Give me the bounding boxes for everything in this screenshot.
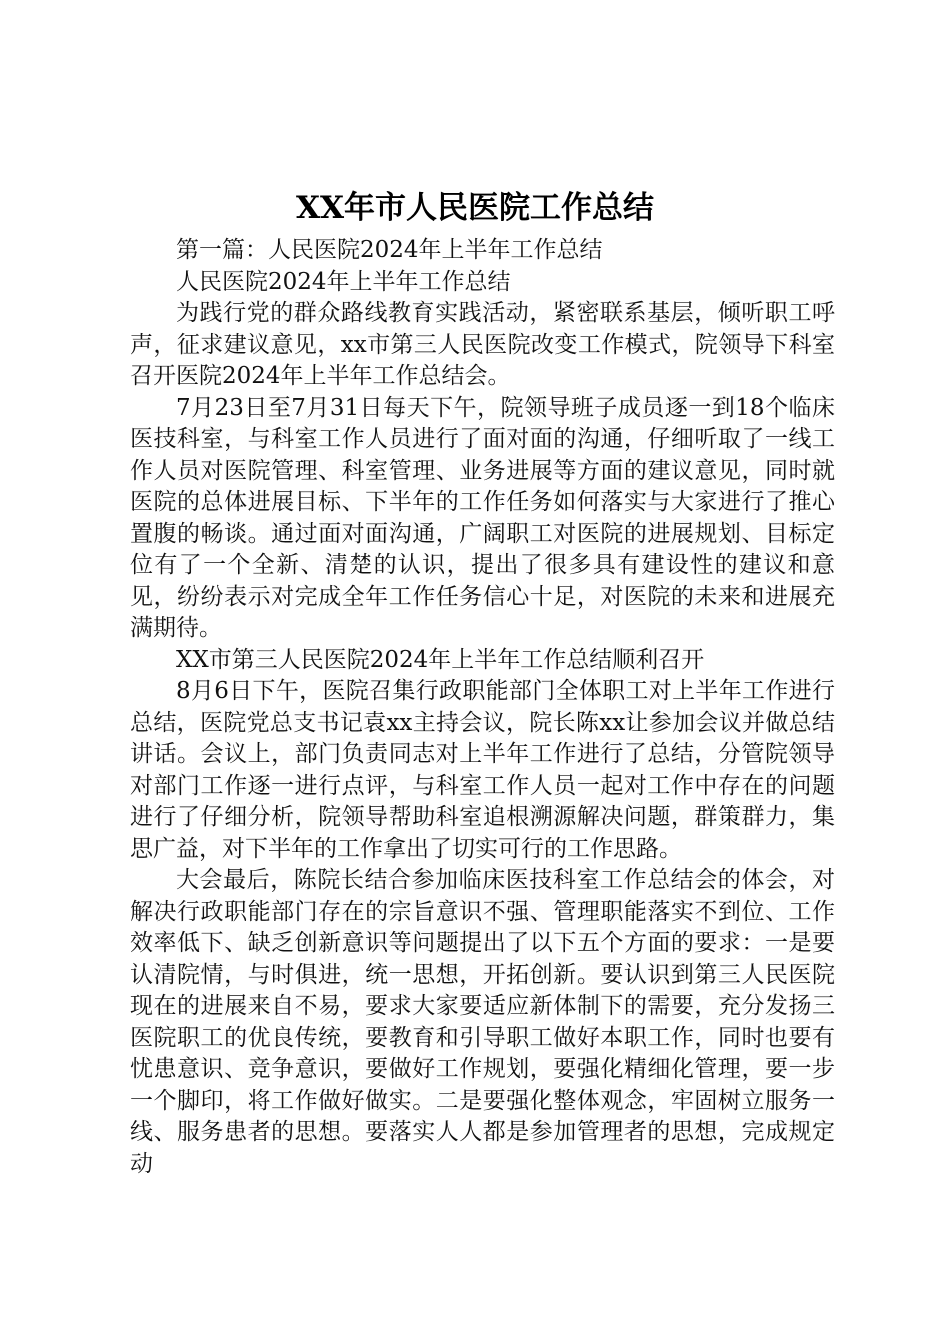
section-heading: 第一篇：人民医院2024年上半年工作总结 bbox=[176, 237, 603, 263]
document-body bbox=[130, 235, 835, 1180]
body-paragraph: 8月6日下午，医院召集行政职能部门全体职工对上半年工作进行总结，医院党总支书记袁xx主持会议，院长陈xx让参加会议并做总结讲话。会议上，部门负责同志对上半年工作进行了总结，分管院领导对部门工作逐一进行点评，与科室工作人员一起对工作中存在的问题进行了仔细分析，院领导帮助科室追根溯源解决问题，群策群力，集思广益，对下半年的工作拿出了切实可行的工作思路。 bbox=[130, 678, 835, 862]
subtitle-paragraph: 人民医院2024年上半年工作总结 bbox=[176, 268, 511, 295]
body-paragraph: 为践行党的群众路线教育实践活动，紧密联系基层，倾听职工呼声，征求建议意见，xx市第三人民医院改变工作模式，院领导下科室召开医院2024年上半年工作总结会。 bbox=[130, 300, 835, 389]
subheading-paragraph: XX市第三人民医院2024年上半年工作总结顺利召开 bbox=[176, 646, 705, 673]
body-paragraph: 大会最后，陈院长结合参加临床医技科室工作总结会的体会，对解决行政职能部门存在的宗旨意识不强、管理职能落实不到位、工作效率低下、缺乏创新意识等问题提出了以下五个方面的要求：一是要认清院情，与时俱进，统一思想，开拓创新。要认识到第三人民医院现在的进展来自不易，要求大家要适应新体制下的需要，充分发扬三医院职工的优良传统，要教育和引导职工做好本职工作，同时也要有忧患意识、竞争意识，要做好工作规划，要强化精细化管理，要一步一个脚印，将工作做好做实。二是要强化整体观念，牢固树立服务一线、服务患者的思想。要落实人人都是参加管理者的思想，完成规定动 bbox=[130, 867, 835, 1177]
document-title: XX年市人民医院工作总结 bbox=[295, 190, 655, 226]
body-paragraph: 7月23日至7月31日每天下午，院领导班子成员逐一到18个临床医技科室，与科室工作人员进行了面对面的沟通，仔细听取了一线工作人员对医院管理、科室管理、业务进展等方面的建议意见，同时就医院的总体进展目标、下半年的工作任务如何落实与大家进行了推心置腹的畅谈。通过面对面沟通，广阔职工对医院的进展规划、目标定位有了一个全新、清楚的认识，提出了很多具有建设性的建议和意见，纷纷表示对完成全年工作任务信心十足，对医院的未来和进展充满期待。 bbox=[130, 394, 835, 641]
